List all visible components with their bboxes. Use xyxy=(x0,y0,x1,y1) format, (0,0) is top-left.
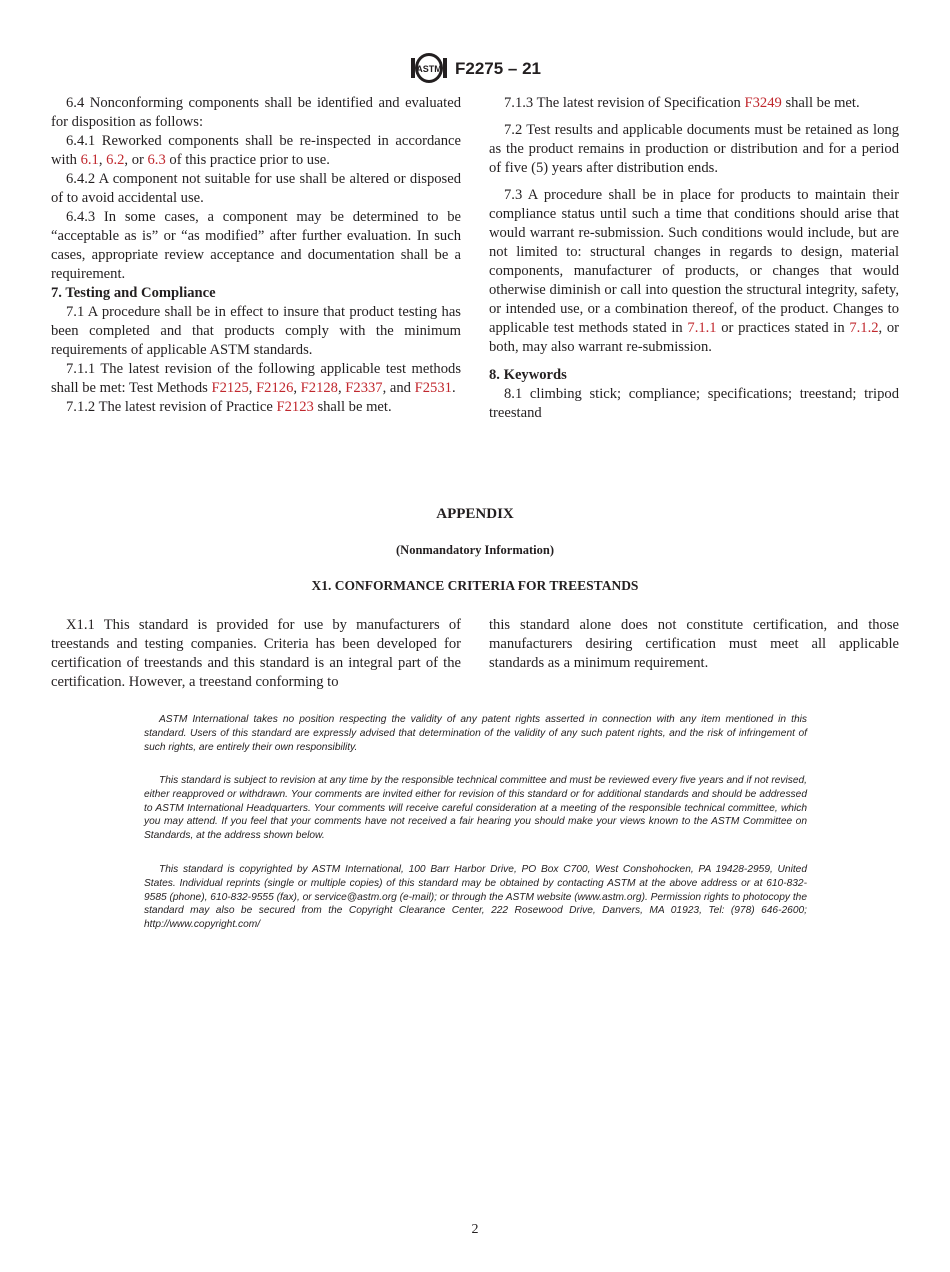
paragraph-8-1: 8.1 climbing stick; compliance; specifications; treestand; tripod treestand xyxy=(489,386,899,421)
ref-link-f2126[interactable]: F2126 xyxy=(256,380,294,396)
paragraph-6-4: 6.4 Nonconforming components shall be identified and evaluated for disposition as follows: xyxy=(51,95,461,130)
paragraph-text: , xyxy=(337,380,346,396)
logo-text: ASTM xyxy=(416,64,442,74)
paragraph-text: 6.4.1 Reworked components shall be re-inspected in accordance with xyxy=(51,133,461,168)
left-column xyxy=(51,94,461,417)
ref-link-f3249[interactable]: F3249 xyxy=(744,95,782,111)
paragraph-text: , and xyxy=(382,380,415,396)
paragraph-x1-1-right: this standard alone does not constitute certification, and those manufacturers desiring certification must meet all applicable standards as a minimum requirement. xyxy=(489,617,899,671)
paragraph-text: 7.1.3 The latest revision of Specification xyxy=(504,95,745,111)
patent-notice: ASTM International takes no position respecting the validity of any patent rights asserted in connection with any item mentioned in this standard. Users of this standard are expressly advised that determination of the validity of any such patent rights, and the risk of infringement of such rights, are entirely their own responsibility. xyxy=(144,714,807,753)
copyright-notice: This standard is copyrighted by ASTM International, 100 Barr Harbor Drive, PO Box C700, West Conshohocken, PA 19428-2959, United States. Individual reprints (single or multiple copies) of this standard may be obtained by contacting ASTM at the above address or at 610-832-9585 (phone), 610-832-9555 (fax), or service@astm.org (e-mail); or through the ASTM website (www.astm.org). Permission rights to photocopy the standard may also be secured from the Copyright Clearance Center, 222 Rosewood Drive, Danvers, MA 01923, Tel: (978) 646-2600; http://www.copyright.com/ xyxy=(144,864,807,931)
paragraph-6-4-2: 6.4.2 A component not suitable for use shall be altered or disposed of to avoid accidental use. xyxy=(51,171,461,206)
ref-link-f2128[interactable]: F2128 xyxy=(300,380,338,396)
astm-logo xyxy=(409,52,449,84)
paragraph-text: of this practice prior to use. xyxy=(165,152,330,168)
appendix-title: APPENDIX xyxy=(436,506,514,522)
paragraph-text: 7.1.2 The latest revision of Practice xyxy=(66,399,277,415)
ref-link-6-1[interactable]: 6.1 xyxy=(80,152,99,168)
paragraph-6-4-1 xyxy=(51,132,461,170)
revision-notice: This standard is subject to revision at any time by the responsible technical committee and must be reviewed every five years and if not revised, either reapproved or withdrawn. Your comments are invited either for revision of this standard or for additional standards and should be addressed to ASTM International Headquarters. Your comments will receive careful consideration at a meeting of the responsible technical committee, which you may attend. If you feel that your comments have not received a fair hearing you should make your views known to the ASTM Committee on Standards, at the address shown below. xyxy=(144,775,807,842)
paragraph-7-2: 7.2 Test results and applicable documents must be retained as long as the product remains in production or distribution and for a period of five (5) years after distribution ends. xyxy=(489,122,899,176)
page-number: 2 xyxy=(471,1222,479,1237)
paragraph-text: shall be met. xyxy=(313,399,392,415)
appendix-section-heading: X1. CONFORMANCE CRITERIA FOR TREESTANDS xyxy=(311,578,639,593)
paragraph-text: 7.3 A procedure shall be in place for products to maintain their compliance status until such a time that conditions should arise that would warrant re-submission. Such conditions would include, but are not limited to: structural changes in regards to design, material components, manufacturer of products, or changes that would otherwise diminish or call into question the structural integrity, safety, or intended use, or a combination thereof, of the product. Changes to applicable test methods stated in xyxy=(489,187,899,336)
paragraph-x1-1-left: X1.1 This standard is provided for use by manufacturers of treestands and testing companies. Criteria has been developed for certification of treestands and this standard is an integral part of the certification. However, a treestand conforming to xyxy=(51,617,461,690)
paragraph-text: or practices stated in xyxy=(716,320,850,336)
paragraph-7-1-1 xyxy=(51,360,461,398)
appendix-subtitle: (Nonmandatory Information) xyxy=(396,543,554,557)
section-7-heading: 7. Testing and Compliance xyxy=(51,285,216,301)
paragraph-7-1-2 xyxy=(51,398,461,417)
paragraph-text: , or xyxy=(124,152,148,168)
paragraph-text: , xyxy=(293,380,301,396)
section-8-heading: 8. Keywords xyxy=(489,367,567,383)
paragraph-text: , xyxy=(248,380,257,396)
paragraph-7-1-3 xyxy=(489,94,899,113)
paragraph-7-1: 7.1 A procedure shall be in effect to insure that product testing has been completed and that products comply with the minimum requirements of applicable ASTM standards. xyxy=(51,304,461,358)
paragraph-text: , xyxy=(98,152,107,168)
paragraph-7-3 xyxy=(489,186,899,357)
paragraph-text: 7.1.1 The latest revision of the following applicable test methods shall be met: Test Methods xyxy=(51,361,461,396)
ref-link-f2123[interactable]: F2123 xyxy=(276,399,314,415)
right-column xyxy=(489,94,899,423)
ref-link-7-1-2[interactable]: 7.1.2 xyxy=(849,320,879,336)
paragraph-6-4-3: 6.4.3 In some cases, a component may be determined to be “acceptable as is” or “as modified” after further evaluation. In such cases, appropriate review acceptance and documentation shall be a requirement. xyxy=(51,209,461,282)
ref-link-6-3[interactable]: 6.3 xyxy=(147,152,166,168)
page-header xyxy=(0,52,950,84)
standard-designation: F2275 – 21 xyxy=(454,58,541,78)
paragraph-text: shall be met. xyxy=(781,95,860,111)
paragraph-text: . xyxy=(451,380,456,396)
ref-link-f2125[interactable]: F2125 xyxy=(211,380,249,396)
paragraph-text: , or both, may also warrant re-submission. xyxy=(489,320,899,355)
ref-link-6-2[interactable]: 6.2 xyxy=(106,152,125,168)
ref-link-7-1-1[interactable]: 7.1.1 xyxy=(687,320,717,336)
ref-link-f2531[interactable]: F2531 xyxy=(414,380,452,396)
ref-link-f2337[interactable]: F2337 xyxy=(345,380,383,396)
